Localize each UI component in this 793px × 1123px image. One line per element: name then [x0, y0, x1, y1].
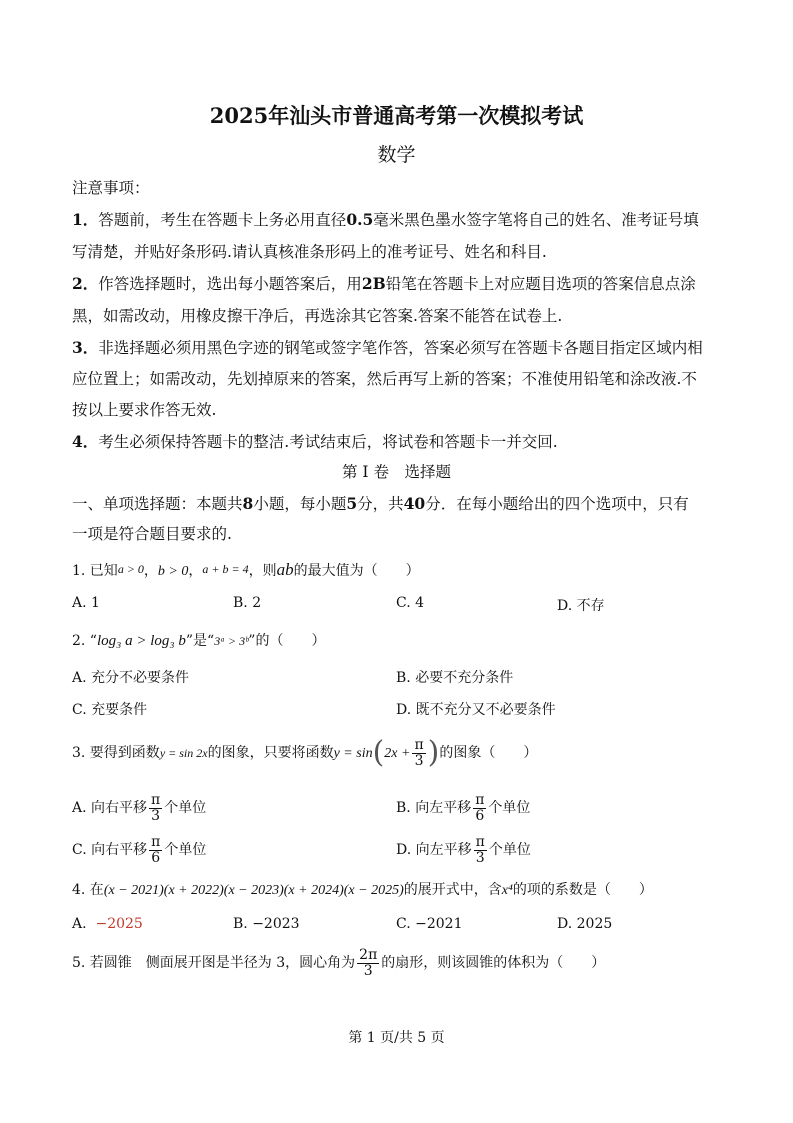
- question-3-stem: [72, 731, 537, 776]
- fraction-denominator: 3: [475, 849, 485, 866]
- question-text: 1. 已知: [72, 563, 118, 579]
- option-label: C. 向右平移: [72, 842, 148, 858]
- note-text: 非选择题必须用黑色字迹的钢笔或签字笔作答，答案必须写在答题卡各题目指定区域内相: [98, 339, 703, 357]
- part-number: 40: [403, 494, 426, 513]
- part-text: 小题，每小题: [253, 495, 347, 513]
- math-expr: 2x +: [384, 746, 411, 761]
- question-text: 的图象（ ）: [439, 745, 538, 761]
- math-expr: x⁴: [501, 883, 513, 898]
- fraction: [473, 793, 486, 823]
- page-number: 第 1 页/共 5 页: [348, 1030, 445, 1046]
- q2-option-d: D. 既不充分又不必要条件: [396, 702, 556, 718]
- q4-option-a: [72, 916, 143, 932]
- option-label: D. 向左平移: [396, 842, 472, 858]
- q3-option-d: [396, 830, 531, 870]
- fraction: [149, 793, 162, 823]
- note-1-line-1: [72, 208, 699, 230]
- fraction-numerator: π: [414, 736, 424, 753]
- q2-option-c: C. 充要条件: [72, 702, 148, 718]
- exam-title: 2025年汕头市普通高考第一次模拟考试: [209, 103, 584, 128]
- note-3-line-1: [72, 336, 703, 358]
- math-expr: b > 0: [157, 564, 189, 579]
- math-expr: a > 0: [117, 562, 144, 576]
- q2-option-a: A. 充分不必要条件: [72, 670, 190, 686]
- note-number: 3．: [72, 338, 99, 357]
- exam-subject: 数学: [377, 144, 416, 166]
- question-text: ，则: [248, 563, 277, 579]
- note-3-line-3: 按以上要求作答无效.: [72, 401, 217, 419]
- question-text: 3. 要得到函数: [72, 745, 160, 761]
- q1-option-c: C. 4: [396, 595, 425, 611]
- question-text: 的最大值为（ ）: [293, 563, 420, 579]
- q4-option-d: D. 2025: [557, 916, 613, 932]
- math-expr: 3ᵃ > 3ᵇ: [214, 634, 249, 648]
- question-1-stem: [72, 560, 420, 580]
- question-4-stem: [72, 879, 653, 899]
- question-text: 4. 在: [72, 882, 104, 898]
- question-text: 的展开式中，含: [403, 882, 502, 898]
- option-label: B. 向左平移: [396, 800, 472, 816]
- fraction: [412, 738, 425, 768]
- question-text: 的项的系数是（ ）: [512, 882, 653, 898]
- math-expr: a + b = 4: [202, 562, 249, 576]
- section-title: 第 I 卷 选择题: [342, 463, 451, 481]
- note-text: 考生必须保持答题卡的整洁.考试结束后，将试卷和答题卡一并交回.: [98, 433, 558, 451]
- fraction: [474, 835, 487, 865]
- option-text: 个单位: [164, 842, 207, 858]
- part-instructions-line-1: [72, 492, 689, 514]
- q1-option-b: B. 2: [233, 595, 262, 611]
- fraction: [149, 835, 162, 865]
- question-text: 2. “: [72, 633, 97, 649]
- option-value: −2025: [95, 916, 143, 932]
- option-text: 个单位: [164, 800, 207, 816]
- question-text: 的扇形，则该圆锥的体积为（ ）: [381, 955, 606, 971]
- note-number: 4．: [72, 432, 99, 451]
- q3-option-a: [72, 788, 206, 828]
- note-text: 铅笔在答题卡上对应题目选项的答案信息点涂: [385, 275, 696, 293]
- fraction-denominator: 3: [414, 752, 424, 769]
- fraction-numerator: π: [475, 833, 485, 850]
- note-text: 作答选择题时，选出每小题答案后，用: [98, 275, 362, 293]
- part-text: 分．在每小题给出的四个选项中，只有: [425, 495, 689, 513]
- q3-option-b: [396, 788, 530, 828]
- note-bold: 0.5: [346, 210, 374, 229]
- note-1-line-2: 写清楚，并贴好条形码.请认真核准条形码上的准考证号、姓名和科目.: [72, 243, 547, 261]
- math-expr: y = sin: [333, 746, 373, 761]
- fraction-denominator: 6: [151, 849, 161, 866]
- notes-heading: 注意事项：: [72, 179, 150, 197]
- fraction-denominator: 3: [363, 962, 373, 979]
- note-2-line-1: [72, 272, 696, 294]
- option-text: 个单位: [488, 800, 531, 816]
- fraction-denominator: 3: [151, 807, 161, 824]
- math-expr: ab: [276, 560, 294, 579]
- note-bold: 2B: [361, 274, 386, 293]
- fraction-numerator: π: [151, 791, 161, 808]
- part-text: 分，共: [357, 495, 404, 513]
- q1-option-a: A. 1: [72, 595, 100, 611]
- question-text: ，: [143, 563, 158, 579]
- option-label: A. 向右平移: [72, 800, 148, 816]
- fraction-numerator: π: [475, 791, 485, 808]
- q3-option-c: [72, 830, 206, 870]
- q2-option-b: B. 必要不充分条件: [396, 670, 514, 686]
- note-2-line-2: 黑，如需改动，用橡皮擦干净后，再选涂其它答案.答案不能答在试卷上.: [72, 307, 563, 325]
- question-text: ，: [188, 563, 203, 579]
- q4-option-c: C. −2021: [396, 916, 463, 932]
- question-text: 的图象，只要将函数: [207, 745, 334, 761]
- q4-option-b: B. −2023: [233, 916, 300, 932]
- left-paren: (: [372, 735, 385, 770]
- question-5-stem: [72, 943, 605, 983]
- math-expr: log₃ a > log₃ b: [96, 633, 186, 649]
- math-expr: y = sin 2x: [159, 746, 208, 760]
- note-number: 1．: [72, 210, 99, 229]
- fraction: [357, 948, 379, 978]
- fraction-numerator: 2π: [359, 946, 378, 963]
- fraction-numerator: π: [151, 833, 161, 850]
- part-number: 5: [346, 494, 358, 513]
- part-instructions-line-2: 一项是符合题目要求的.: [72, 525, 232, 543]
- right-paren: ): [427, 735, 440, 770]
- part-number: 8: [242, 494, 254, 513]
- note-4-line-1: [72, 430, 558, 452]
- part-text: 一、单项选择题：本题共: [72, 495, 243, 513]
- note-number: 2．: [72, 274, 99, 293]
- note-text: 答题前，考生在答题卡上务必用直径: [98, 211, 347, 229]
- fraction-denominator: 6: [475, 807, 485, 824]
- note-3-line-2: 应位置上；如需改动，先划掉原来的答案，然后再写上新的答案；不准使用铅笔和涂改液.不: [72, 370, 697, 388]
- question-text: 5. 若圆锥 侧面展开图是半径为 3，圆心角为: [72, 955, 356, 971]
- option-text: 个单位: [488, 842, 531, 858]
- note-text: 毫米黑色墨水签字笔将自己的姓名、准考证号填: [373, 211, 699, 229]
- option-label: A.: [72, 916, 87, 932]
- math-expr: (x − 2021)(x + 2022)(x − 2023)(x + 2024)(x − 2025): [103, 883, 404, 898]
- question-text: ”是“: [185, 633, 215, 649]
- q1-option-d: D. 不存: [557, 598, 605, 614]
- question-2-stem: [72, 630, 325, 650]
- question-text: ”的（ ）: [248, 633, 326, 649]
